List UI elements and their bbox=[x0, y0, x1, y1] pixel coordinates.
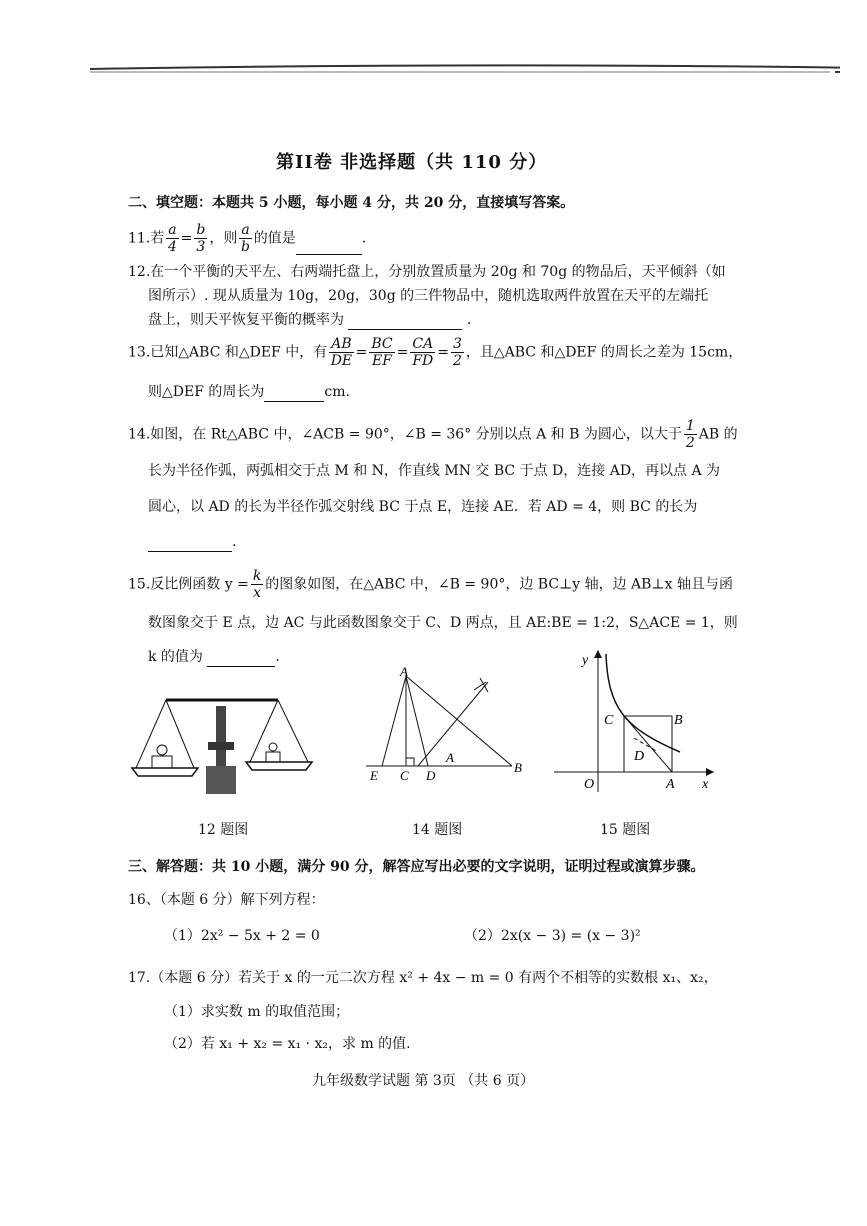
q12-answer-blank bbox=[348, 329, 462, 330]
q11-frac1: $\frac{a}{4}$ bbox=[167, 222, 177, 255]
q16-head: 16、（本题 6 分）解下列方程： bbox=[128, 892, 325, 908]
q11-frac2: $\frac{b}{3}$ bbox=[196, 222, 206, 255]
q15-line1: 15.反比例函数 y = $\frac{k}{x}$ 的图象如图，在△ABC 中，∠B = 90°，边 BC⊥y 轴，边 AB⊥x 轴且与函 bbox=[128, 568, 733, 601]
q16-part2: （2）2x(x − 3) = (x − 3)² bbox=[464, 928, 641, 944]
q14-line4: . bbox=[148, 532, 236, 552]
figure-15-graph bbox=[554, 648, 724, 792]
q13-line1: 13.已知△ABC 和△DEF 中，有 $\frac{AB}{DE}$ = $\frac{BC}{EF}$ = $\frac{CA}{FD}$ = $\frac{3}{2}$ ，且△ABC 和△DEF 的周长之差为 15cm， bbox=[128, 336, 743, 369]
q11-frac3: $\frac{a}{b}$ bbox=[241, 222, 250, 255]
q17-part2: （2）若 x₁ + x₂ = x₁ · x₂，求 m 的值. bbox=[164, 1036, 411, 1052]
q16-part1: （1）2x² − 5x + 2 = 0 bbox=[164, 928, 320, 944]
q11-pre: 11.若 bbox=[128, 230, 165, 247]
fig14-label-E: E bbox=[370, 768, 378, 783]
fig12-caption: 12 题图 bbox=[198, 822, 249, 838]
q14-line2: 长为半径作弧，两弧相交于点 M 和 N，作直线 MN 交 BC 于点 D，连接 AD，再以点 A 为 bbox=[148, 463, 721, 479]
fig15-label-C: C bbox=[604, 713, 614, 728]
figure-12-balance bbox=[128, 692, 328, 802]
fig14-label-D: D bbox=[426, 768, 436, 783]
q12-line1: 12.在一个平衡的天平左、右两端托盘上，分别放置质量为 20g 和 70g 的物品后，天平倾斜（如 bbox=[128, 264, 726, 280]
q15-line2: 数图象交于 E 点，边 AC 与此函数图象交于 C、D 两点，且 AE:BE = 1:2，S△ACE = 1，则 bbox=[148, 615, 738, 631]
q11: 11.若 $\frac{a}{4}$ = $\frac{b}{3}$ ，则 $\frac{a}{b}$ 的值是 . bbox=[128, 222, 367, 255]
q13-answer-blank bbox=[264, 401, 324, 402]
q17-head: 17.（本题 6 分）若关于 x 的一元二次方程 x² + 4x − m = 0 有两个不相等的实数根 x₁、x₂， bbox=[128, 970, 718, 986]
fig14-label-A: A bbox=[400, 664, 408, 679]
page-footer: 九年级数学试题 第 3页 （共 6 页） bbox=[312, 1073, 535, 1089]
fig15-label-A: A bbox=[666, 777, 675, 792]
fig14-caption: 14 题图 bbox=[412, 822, 463, 838]
fig15-label-D: D bbox=[634, 749, 645, 764]
q14-answer-blank bbox=[148, 551, 232, 552]
q12-line2: 图所示）. 现从质量为 10g，20g，30g 的三件物品中，随机选取两件放置在天平的左端托 bbox=[148, 288, 709, 304]
q15-answer-blank bbox=[207, 666, 275, 667]
q15-line3: k 的值为 . bbox=[148, 649, 280, 665]
fig15-caption: 15 题图 bbox=[600, 822, 651, 838]
figure-14-triangle bbox=[362, 662, 532, 786]
fig15-label-B: B bbox=[674, 713, 683, 728]
fig15-label-O: O bbox=[584, 777, 595, 792]
fig15-label-y: y bbox=[582, 653, 589, 668]
q17-part1: （1）求实数 m 的取值范围； bbox=[164, 1004, 350, 1020]
fig14-label-C: C bbox=[400, 768, 409, 783]
q14-line3: 圆心，以 AD 的长为半径作弧交射线 BC 于点 E，连接 AE．若 AD = 4，则 BC 的长为 bbox=[148, 499, 698, 515]
section2-heading: 二、填空题：本题共 5 小题，每小题 4 分，共 20 分，直接填写答案。 bbox=[128, 195, 575, 211]
q14-line1: 14.如图，在 Rt△ABC 中，∠ACB = 90°，∠B = 36° 分别以点 A 和 B 为圆心，以大于 $\frac{1}{2}$ AB 的 bbox=[128, 418, 738, 451]
top-rule bbox=[85, 60, 840, 80]
q11-answer-blank bbox=[296, 254, 362, 255]
q12-line3: 盘上，则天平恢复平衡的概率为 . bbox=[148, 312, 472, 328]
section3-heading: 三、解答题：共 10 小题，满分 90 分，解答应写出必要的文字说明，证明过程或演算步骤。 bbox=[128, 859, 705, 875]
fig14-label-B: B bbox=[514, 760, 522, 775]
q13-line2: 则△DEF 的周长为 cm. bbox=[148, 384, 350, 400]
fig15-label-x: x bbox=[702, 777, 709, 792]
page-title: 第II卷 非选择题（共 110 分） bbox=[276, 152, 548, 173]
fig14-label-A2: A bbox=[446, 750, 454, 765]
